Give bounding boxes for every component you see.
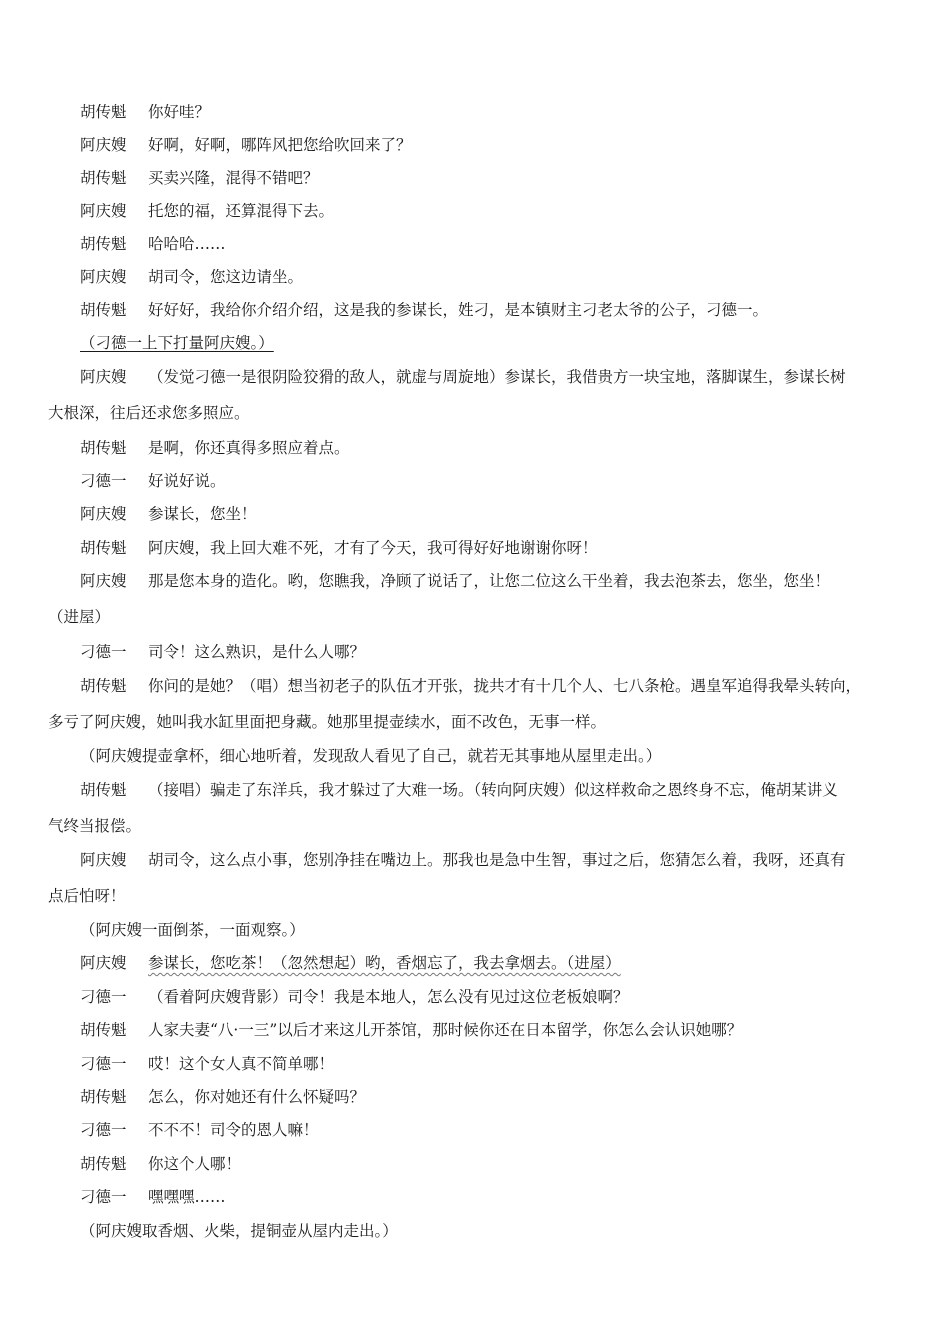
dialogue-text: （看着阿庆嫂背影）司令！我是本地人，怎么没有见过这位老板娘啊？: [148, 988, 629, 1006]
speaker-name: 胡传魁: [80, 1021, 127, 1039]
speaker-name: 刁德一: [80, 1121, 127, 1139]
stage-direction-text: （阿庆嫂取香烟、火柴，提铜壶从屋内走出。）: [80, 1222, 398, 1240]
dialogue-text: 好说好说。: [148, 472, 226, 490]
dialogue-text: 哈哈哈……: [148, 235, 226, 253]
dialogue-line: [80, 267, 908, 287]
speaker-name: 阿庆嫂: [80, 851, 127, 869]
speaker-name: 阿庆嫂: [80, 954, 127, 972]
speaker-name: 胡传魁: [80, 677, 127, 695]
dialogue-line: [80, 780, 908, 800]
dialogue-line: [80, 168, 908, 188]
speaker-name: 阿庆嫂: [80, 505, 127, 523]
dialogue-line: [80, 642, 908, 662]
dialogue-continuation: 多亏了阿庆嫂，她叫我水缸里面把身藏。她那里提壶续水，面不改色，无事一样。: [48, 713, 607, 731]
stage-direction-text: （刁德一上下打量阿庆嫂。）: [80, 334, 274, 352]
dialogue-continuation: 气终当报偿。: [48, 817, 142, 835]
speaker-name: 胡传魁: [80, 301, 127, 319]
stage-direction-text: （阿庆嫂提壶拿杯，细心地听着，发现敌人看见了自己，就若无其事地从屋里走出。）: [80, 747, 662, 765]
dialogue-text: 好啊，好啊，哪阵风把您给吹回来了？: [148, 136, 412, 154]
speaker-name: 阿庆嫂: [80, 136, 127, 154]
dialogue-text: 你问的是她？（唱）想当初老子的队伍才开张，拢共才有十几个人、七八条枪。遇皇军追得我晕头转向，: [148, 677, 862, 695]
dialogue-text: 胡司令，您这边请坐。: [148, 268, 304, 286]
dialogue-line: [80, 1187, 908, 1207]
dialogue-text: 参谋长，您坐！: [148, 505, 257, 523]
dialogue-line: [80, 538, 908, 558]
dialogue-text: 参谋长，您吃茶！（忽然想起）哟，香烟忘了，我去拿烟去。（进屋）: [148, 954, 621, 972]
dialogue-line: [80, 571, 908, 591]
dialogue-line: [80, 471, 908, 491]
dialogue-text: 你好哇？: [148, 103, 211, 121]
dialogue-text: 你这个人哪！: [148, 1155, 242, 1173]
dialogue-text: 哎！这个女人真不简单哪！: [148, 1055, 335, 1073]
dialogue-line: [80, 438, 908, 458]
speaker-name: 胡传魁: [80, 169, 127, 187]
dialogue-line: [80, 102, 908, 122]
dialogue-line: [80, 367, 908, 387]
dialogue-line: [80, 676, 908, 696]
dialogue-line: [80, 953, 908, 973]
speaker-name: 阿庆嫂: [80, 572, 127, 590]
dialogue-text: 买卖兴隆，混得不错吧？: [148, 169, 319, 187]
dialogue-text: 司令！这么熟识，是什么人哪？: [148, 643, 366, 661]
dialogue-text: （发觉刁德一是很阴险狡猾的敌人，就虚与周旋地）参谋长，我借贵方一块宝地，落脚谋生，参谋长树: [148, 368, 846, 386]
dialogue-text: 好好好，我给你介绍介绍，这是我的参谋长，姓刁，是本镇财主刁老太爷的公子，刁德一。: [148, 301, 769, 319]
dialogue-text: （接唱）骗走了东洋兵，我才躲过了大难一场。（转向阿庆嫂）似这样救命之恩终身不忘，俺胡某讲义: [148, 781, 838, 799]
dialogue-line: [80, 1120, 908, 1140]
wavy-underlined-line: [80, 954, 621, 972]
stage-direction: [80, 333, 908, 353]
speaker-name: 刁德一: [80, 1188, 127, 1206]
dialogue-line: [80, 234, 908, 254]
dialogue-continuation: 大根深，往后还求您多照应。: [48, 404, 250, 422]
dialogue-text: 人家夫妻“八·一三”以后才来这儿开茶馆，那时候你还在日本留学，你怎么会认识她哪？: [148, 1021, 743, 1039]
dialogue-line: [80, 201, 908, 221]
speaker-name: 刁德一: [80, 988, 127, 1006]
dialogue-text: 胡司令，这么点小事，您别净挂在嘴边上。那我也是急中生智，事过之后，您猜怎么着，我呀，还真有: [148, 851, 846, 869]
dialogue-line: [80, 1087, 908, 1107]
dialogue-line: [80, 850, 908, 870]
speaker-name: 阿庆嫂: [80, 268, 127, 286]
speaker-name: 胡传魁: [80, 1088, 127, 1106]
speaker-name: 刁德一: [80, 643, 127, 661]
speaker-name: 胡传魁: [80, 1155, 127, 1173]
dialogue-line: [80, 504, 908, 524]
stage-direction-text: （阿庆嫂一面倒茶，一面观察。）: [80, 921, 305, 939]
speaker-name: 阿庆嫂: [80, 202, 127, 220]
dialogue-text: 阿庆嫂，我上回大难不死，才有了今天，我可得好好地谢谢你呀！: [148, 539, 598, 557]
dialogue-text: 是啊，你还真得多照应着点。: [148, 439, 350, 457]
dialogue-continuation: 点后怕呀！: [48, 887, 126, 905]
dialogue-continuation: （进屋）: [48, 608, 111, 626]
dialogue-text: 嘿嘿嘿……: [148, 1188, 226, 1206]
dialogue-text: 那是您本身的造化。哟，您瞧我，净顾了说话了，让您二位这么干坐着，我去泡茶去，您坐，您坐！: [148, 572, 831, 590]
speaker-name: 刁德一: [80, 1055, 127, 1073]
speaker-name: 胡传魁: [80, 539, 127, 557]
stage-direction: [80, 920, 908, 940]
dialogue-line: [80, 135, 908, 155]
dialogue-text: 不不不！司令的恩人嘛！: [148, 1121, 319, 1139]
dialogue-text: 怎么，你对她还有什么怀疑吗？: [148, 1088, 366, 1106]
dialogue-line: [80, 987, 908, 1007]
dialogue-line: [80, 1154, 908, 1174]
speaker-name: 刁德一: [80, 472, 127, 490]
dialogue-line: [80, 1054, 908, 1074]
stage-direction: [80, 1221, 908, 1241]
dialogue-line: [80, 1020, 908, 1040]
stage-direction: [80, 746, 908, 766]
speaker-name: 阿庆嫂: [80, 368, 127, 386]
speaker-name: 胡传魁: [80, 235, 127, 253]
dialogue-line: [80, 300, 908, 320]
dialogue-text: 托您的福，还算混得下去。: [148, 202, 335, 220]
speaker-name: 胡传魁: [80, 781, 127, 799]
speaker-name: 胡传魁: [80, 439, 127, 457]
speaker-name: 胡传魁: [80, 103, 127, 121]
